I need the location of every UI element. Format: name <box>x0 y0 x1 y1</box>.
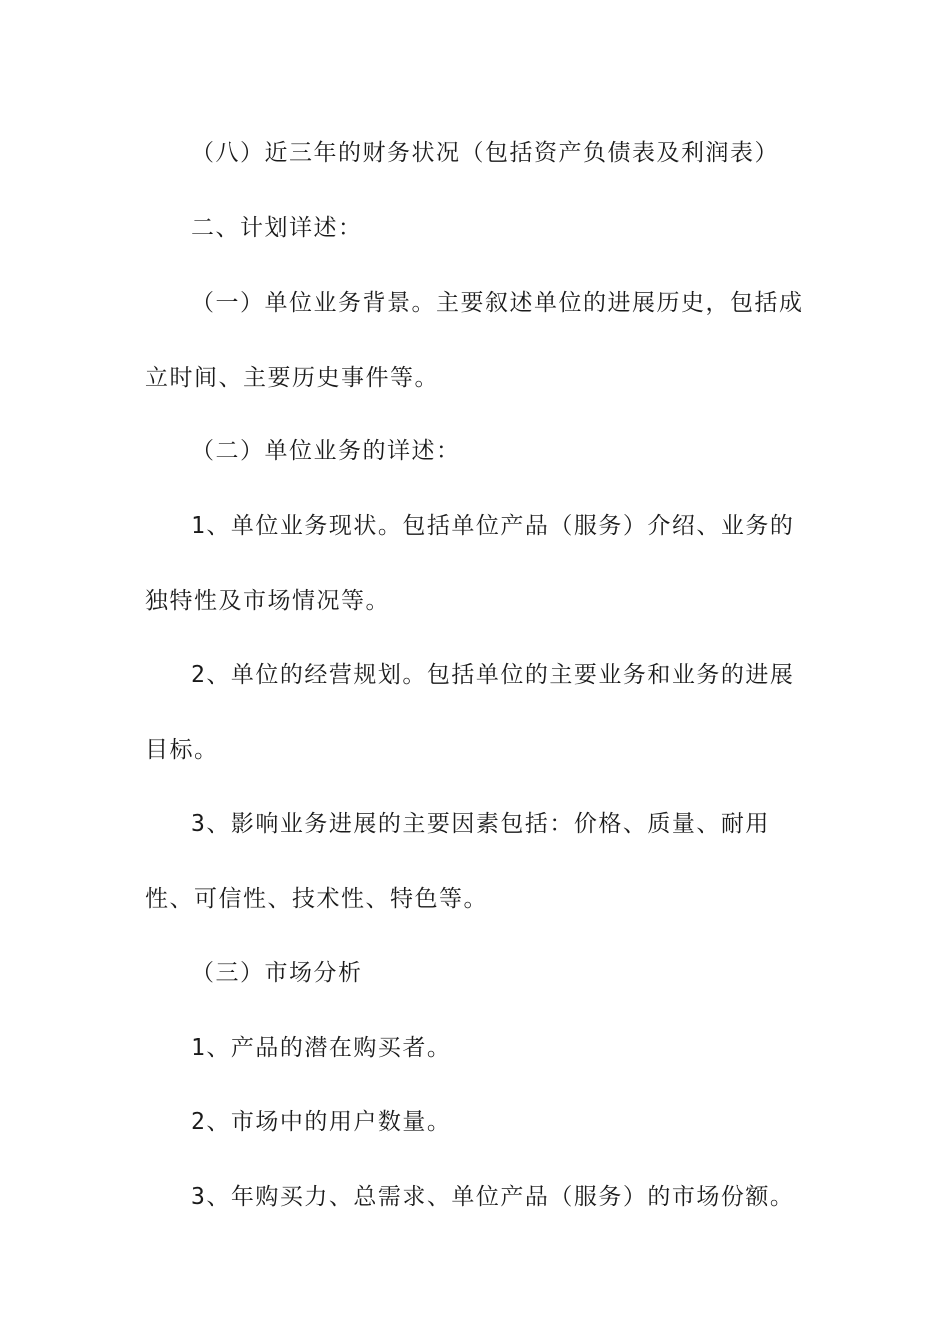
paragraph-business-status: 1、单位业务现状。包括单位产品（服务）介绍、业务的独特性及市场情况等。 <box>145 513 795 614</box>
heading-plan-details: 二、计划详述： <box>191 215 363 241</box>
paragraph-potential-buyers: 1、产品的潜在购买者。 <box>191 1035 452 1061</box>
paragraph-market-share: 3、年购买力、总需求、单位产品（服务）的市场份额。 <box>191 1184 795 1210</box>
heading-market-analysis: （三）市场分析 <box>191 960 363 986</box>
paragraph-financial-status: （八）近三年的财务状况（包括资产负债表及利润表） <box>191 140 779 166</box>
paragraph-user-count: 2、市场中的用户数量。 <box>191 1109 452 1135</box>
paragraph-influencing-factors: 3、影响业务进展的主要因素包括：价格、质量、耐用性、可信性、技术性、特色等。 <box>145 811 770 912</box>
paragraph-business-planning: 2、单位的经营规划。包括单位的主要业务和业务的进展目标。 <box>145 662 795 763</box>
paragraph-business-background: （一）单位业务背景。主要叙述单位的进展历史，包括成立时间、主要历史事件等。 <box>145 290 804 391</box>
heading-business-details: （二）单位业务的详述： <box>191 438 461 464</box>
